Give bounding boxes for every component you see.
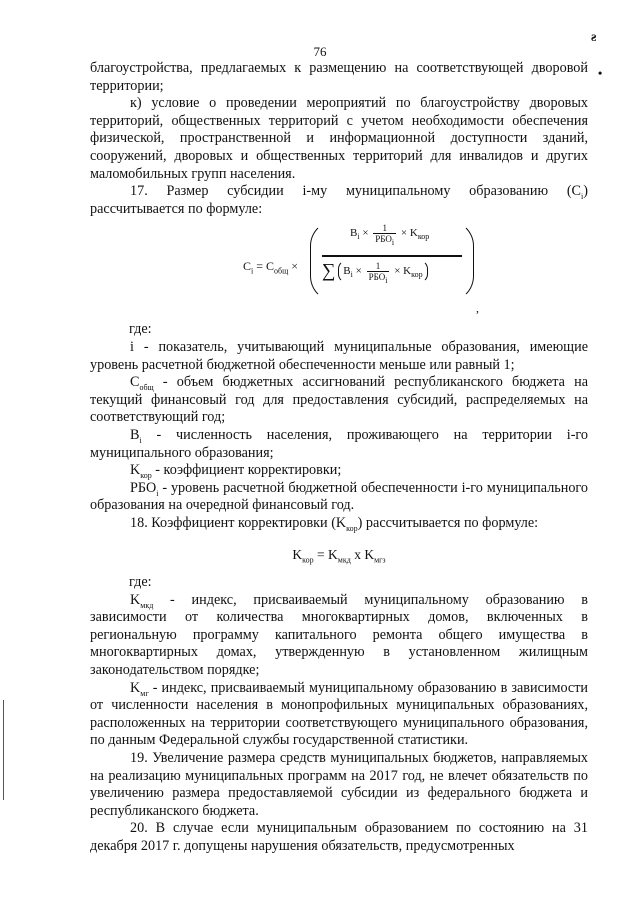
definition-c-total: $C_{общ}$ - объем бюджетных ассигнований республиканского бюджета на текущий финансовый год для предоставления субсидий, распределяемых на соответствующий год; [90, 374, 588, 426]
paragraph-20: 20. В случае если муниципальным образованием по состоянию на 31 декабря 2017 г. допущены нарушения обязательств, предусмотренных [90, 820, 588, 854]
document-body [90, 60, 588, 856]
definition-rbo: $РБО_i$ - уровень расчетной бюджетной обеспеченности i-го муниципального образования на очередной финансовый год. [90, 479, 588, 514]
correction-formula: $K_{кор} = K_{мкд}$ x $K_{мгз}$ [292, 547, 386, 566]
paragraph-k: к) условие о проведении мероприятий по благоустройству дворовых территорий, общественных территорий с учетом необходимости обеспечения физической, пространственной и информационной доступности зданий, сооружений, дворовых и общественных территорий для инвалидов и других маломобильных групп населения. [90, 95, 588, 182]
paragraph-17: 17. Размер субсидии i-му муниципальному образованию $(C_i)$ рассчитывается по формуле: [90, 183, 588, 217]
where-label-2: где: [129, 574, 152, 591]
subsidy-formula [90, 218, 588, 321]
page-number: 76 [313, 44, 327, 59]
formula-fraction-bar [322, 255, 462, 256]
formula-comma: , [476, 301, 479, 316]
definition-k-mg: $K_{мг}$ - индекс, присваиваемый муниципальному образованию в зависимости от численности населения в монопрофильных муниципальных образованиях, расположенных на территории соответствующего муниципального образования, по данным Федеральной службы государственной статистики. [90, 679, 588, 749]
definition-k-mkd: $K_{мкд}$ - индекс, присваиваемый муниципальному образованию в зависимости от количества многоквартирных домов, включенных в региональную программу капитального ремонта общего имущества в многоквартирных домах, утвержденную в установленном жилищным законодательством порядке; [90, 591, 588, 679]
scan-edge-line [3, 700, 4, 800]
formula-lhs: $C_i = C_{общ}$ × [243, 259, 299, 276]
corner-mark: ƨ [591, 30, 597, 45]
where-label: где: [129, 321, 152, 338]
paragraph-19: 19. Увеличение размера средств муниципальных бюджетов, направляемых на реализацию муниципальных программ на 2017 год, не влечет обязательств по увеличению размера предоставляемой субсидии из федерального бюджета и республиканского бюджета. [90, 750, 588, 819]
paragraph-18: 18. Коэффициент корректировки $(K_{кор})$ рассчитывается по формуле: [130, 514, 539, 533]
formula-numerator: $B_i$ × $\frac{1}{РБО_i}$ × $K_{кор}$ [350, 223, 430, 248]
formula-denominator: ∑ $B_i$ × $\frac{1}{РБО_i}$ × $K_{кор}$ [322, 260, 428, 283]
margin-dot: • [598, 66, 603, 80]
definition-b: $B_i$ - численность населения, проживающего на территории i-го муниципального образования; [90, 426, 588, 461]
paragraph-continuation: благоустройства, предлагаемых к размещению на соответствующей дворовой территории; [90, 60, 588, 94]
definition-i: i - показатель, учитывающий муниципальные образования, имеющие уровень расчетной бюджетной обеспеченности меньше или равный 1; [90, 338, 588, 373]
definition-k-corr: $K_{кор}$ - коэффициент корректировки; [130, 462, 342, 480]
